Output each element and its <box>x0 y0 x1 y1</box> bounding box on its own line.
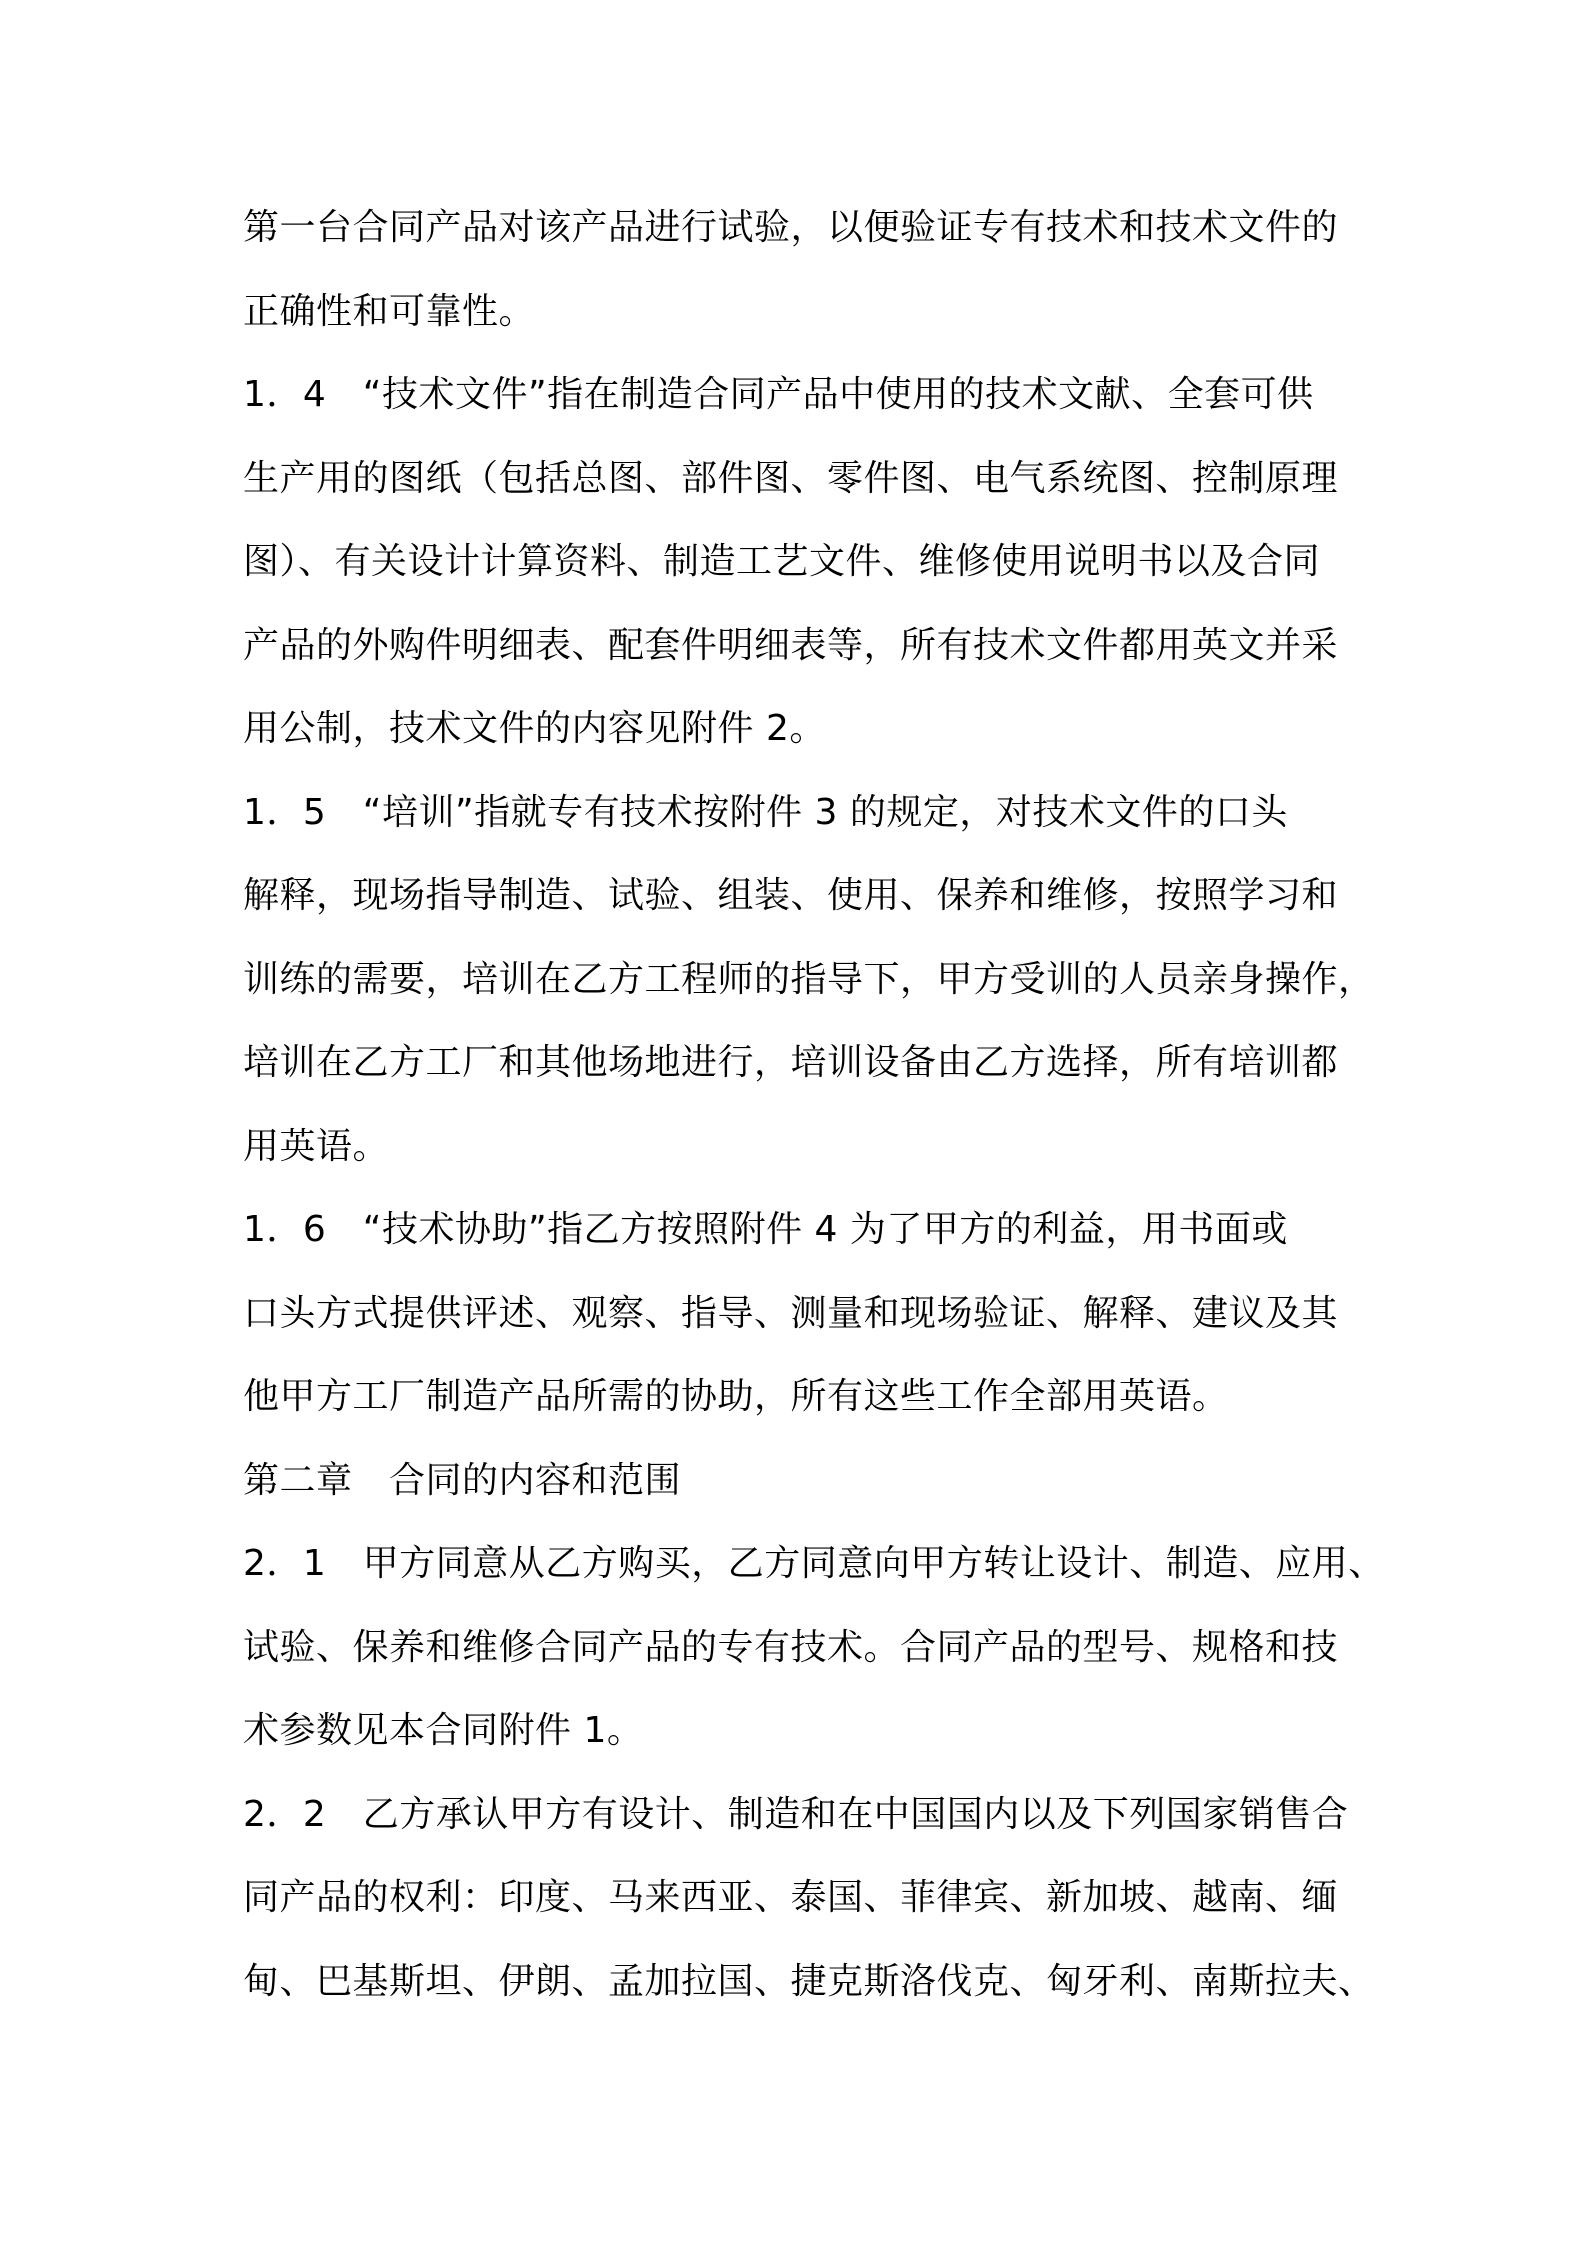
text-line: 解释，现场指导制造、试验、组装、使用、保养和维修，按照学习和 <box>243 875 1339 916</box>
text-line: 甸、巴基斯坦、伊朗、孟加拉国、捷克斯洛伐克、匈牙利、南斯拉夫、 <box>243 1961 1375 2002</box>
text-line: 术参数见本合同附件 1。 <box>243 1710 644 1751</box>
text-line: 他甲方工厂制造产品所需的协助，所有这些工作全部用英语。 <box>243 1376 1229 1417</box>
text-line: 1．6 “技术协助”指乙方按照附件 4 为了甲方的利益，用书面或 <box>243 1209 1288 1250</box>
text-line: 用公制，技术文件的内容见附件 2。 <box>243 708 826 749</box>
text-line: 图）、有关设计计算资料、制造工艺文件、维修使用说明书以及合同 <box>243 541 1321 582</box>
text-line: 生产用的图纸（包括总图、部件图、零件图、电气系统图、控制原理 <box>243 458 1339 499</box>
text-line: 1．4 “技术文件”指在制造合同产品中使用的技术文献、全套可供 <box>243 374 1314 415</box>
text-line: 2．1 甲方同意从乙方购买，乙方同意向甲方转让设计、制造、应用、 <box>243 1543 1385 1584</box>
text-line: 试验、保养和维修合同产品的专有技术。合同产品的型号、规格和技 <box>243 1627 1339 1668</box>
text-line: 正确性和可靠性。 <box>243 291 536 332</box>
text-line: 训练的需要，培训在乙方工程师的指导下，甲方受训的人员亲身操作， <box>243 959 1375 1000</box>
text-line: 2．2 乙方承认甲方有设计、制造和在中国国内以及下列国家销售合 <box>243 1794 1349 1835</box>
text-line: 产品的外购件明细表、配套件明细表等，所有技术文件都用英文并采 <box>243 625 1339 666</box>
text-line: 培训在乙方工厂和其他场地进行，培训设备由乙方选择，所有培训都 <box>243 1042 1339 1083</box>
text-line: 1．5 “培训”指就专有技术按附件 3 的规定，对技术文件的口头 <box>243 792 1288 833</box>
chapter-heading: 第二章 合同的内容和范围 <box>243 1460 682 1501</box>
text-line: 第一台合同产品对该产品进行试验，以便验证专有技术和技术文件的 <box>243 207 1339 248</box>
text-line: 同产品的权利：印度、马来西亚、泰国、菲律宾、新加坡、越南、缅 <box>243 1877 1339 1918</box>
text-line: 口头方式提供评述、观察、指导、测量和现场验证、解释、建议及其 <box>243 1293 1339 1334</box>
text-line: 用英语。 <box>243 1126 390 1167</box>
